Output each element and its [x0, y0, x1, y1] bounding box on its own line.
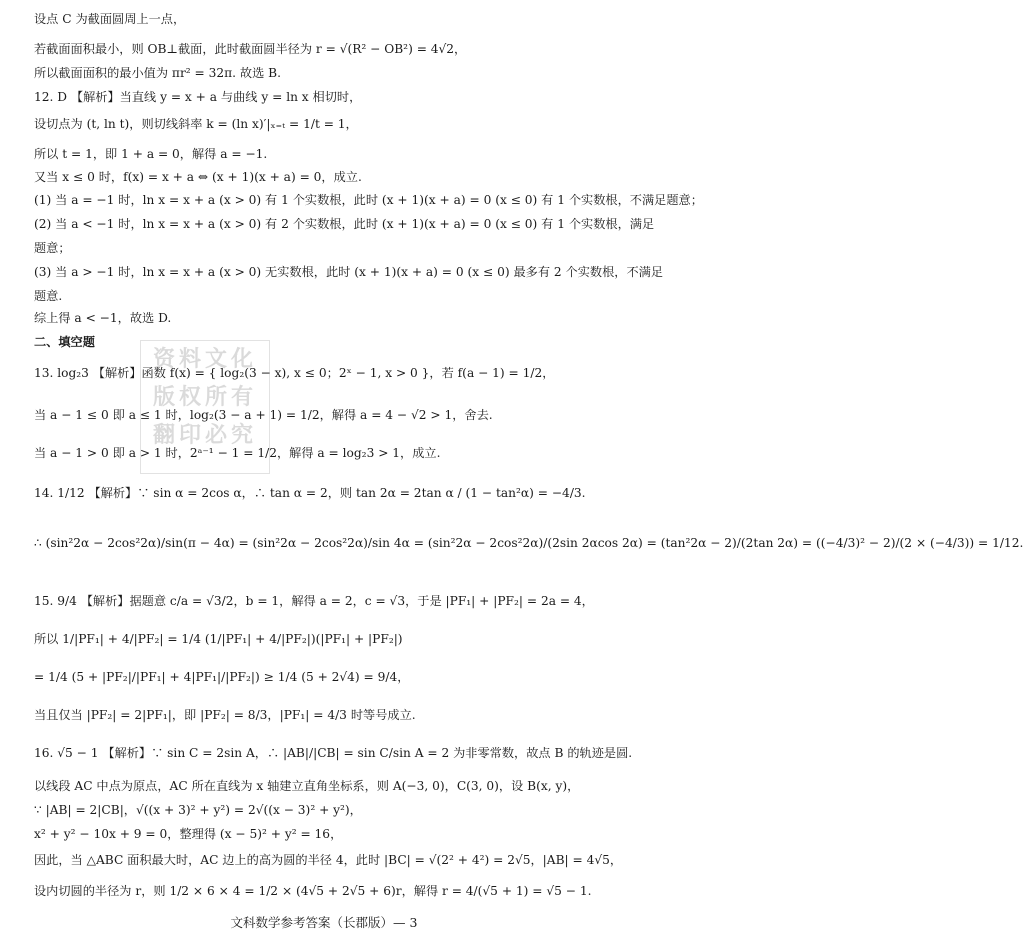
text-line: 当且仅当 |PF₂| = 2|PF₁|，即 |PF₂| = 8/3，|PF₁| = 4/3 时等号成立.	[34, 708, 416, 722]
page-footer: 文科数学参考答案（长郡版）— 3	[230, 915, 418, 930]
text-line: 12. D 【解析】当直线 y = x + a 与曲线 y = ln x 相切时，	[34, 90, 362, 104]
text-line: (3) 当 a > −1 时，ln x = x + a (x > 0) 无实数根，此时 (x + 1)(x + a) = 0 (x ≤ 0) 最多有 2 个实数根，不满足	[34, 265, 664, 279]
text-line: (2) 当 a < −1 时，ln x = x + a (x > 0) 有 2 个实数根，此时 (x + 1)(x + a) = 0 (x ≤ 0) 有 1 个实数根，满足	[34, 217, 655, 231]
text-line: 设内切圆的半径为 r，则 1/2 × 6 × 4 = 1/2 × (4√5 + 2√5 + 6)r，解得 r = 4/(√5 + 1) = √5 − 1.	[34, 884, 592, 898]
text-line: 综上得 a < −1，故选 D.	[34, 311, 172, 325]
text-line: 题意.	[34, 289, 63, 303]
text-line: 13. log₂3 【解析】函数 f(x) = { log₂(3 − x), x ≤ 0；2ˣ − 1, x > 0 }，若 f(a − 1) = 1/2，	[34, 366, 555, 380]
text-line: = 1/4 (5 + |PF₂|/|PF₁| + 4|PF₁|/|PF₂|) ≥ 1/4 (5 + 2√4) = 9/4，	[34, 670, 410, 684]
text-line: 又当 x ≤ 0 时，f(x) = x + a ⇔ (x + 1)(x + a) = 0，成立.	[34, 170, 362, 184]
text-line: 所以截面面积的最小值为 πr² = 32π. 故选 B.	[34, 66, 281, 80]
text-line: 以线段 AC 中点为原点，AC 所在直线为 x 轴建立直角坐标系，则 A(−3, 0)，C(3, 0)，设 B(x, y)，	[34, 779, 580, 793]
text-line: 所以 1/|PF₁| + 4/|PF₂| = 1/4 (1/|PF₁| + 4/|PF₂|)(|PF₁| + |PF₂|)	[34, 632, 403, 646]
watermark-line-1: 资料文化	[152, 347, 257, 372]
text-line: 当 a − 1 > 0 即 a > 1 时，2ᵃ⁻¹ − 1 = 1/2，解得 a = log₂3 > 1，成立.	[34, 446, 441, 460]
text-line: 设切点为 (t, ln t)，则切线斜率 k = (ln x)′|ₓ₌ₜ = 1/t = 1，	[34, 117, 358, 131]
watermark-line-3: 翻印必究	[152, 423, 257, 448]
text-line: ∵ |AB| = 2|CB|，√((x + 3)² + y²) = 2√((x − 3)² + y²)，	[34, 803, 362, 817]
text-line: (1) 当 a = −1 时，ln x = x + a (x > 0) 有 1 个实数根，此时 (x + 1)(x + a) = 0 (x ≤ 0) 有 1 个实数根，不满足题意；	[34, 193, 703, 207]
text-line: 若截面面积最小，则 OB⊥截面，此时截面圆半径为 r = √(R² − OB²) = 4√2，	[34, 42, 467, 56]
text-line: 16. √5 − 1 【解析】∵ sin C = 2sin A，∴ |AB|/|CB| = sin C/sin A = 2 为非零常数，故点 B 的轨迹是圆.	[34, 746, 633, 760]
text-line: 设点 C 为截面圆周上一点，	[34, 12, 186, 26]
watermark-line-2: 版权所有	[152, 385, 257, 410]
text-line: 题意；	[34, 241, 71, 255]
text-line: 当 a − 1 ≤ 0 即 a ≤ 1 时，log₂(3 − a + 1) = 1/2，解得 a = 4 − √2 > 1，舍去.	[34, 408, 493, 422]
text-line: x² + y² − 10x + 9 = 0，整理得 (x − 5)² + y² = 16，	[34, 827, 343, 841]
text-line: ∴ (sin²2α − 2cos²2α)/sin(π − 4α) = (sin²2α − 2cos²2α)/sin 4α = (sin²2α − 2cos²2α)/(2sin 2αcos 2α) = (tan²2α − 2)/(2tan 2α) = ((−4/3)² − 2)/(2 × (−4/3)) = 1/12.	[34, 536, 1023, 550]
text-line: 因此，当 △ABC 面积最大时，AC 边上的高为圆的半径 4，此时 |BC| = √(2² + 4²) = 2√5，|AB| = 4√5，	[34, 853, 623, 867]
text-line: 所以 t = 1，即 1 + a = 0，解得 a = −1.	[34, 147, 268, 161]
text-line: 14. 1/12 【解析】∵ sin α = 2cos α，∴ tan α = 2，则 tan 2α = 2tan α / (1 − tan²α) = −4/3.	[34, 486, 586, 500]
text-line: 二、填空题	[34, 335, 95, 349]
text-line: 15. 9/4 【解析】据题意 c/a = √3/2，b = 1，解得 a = 2，c = √3，于是 |PF₁| + |PF₂| = 2a = 4，	[34, 594, 594, 608]
